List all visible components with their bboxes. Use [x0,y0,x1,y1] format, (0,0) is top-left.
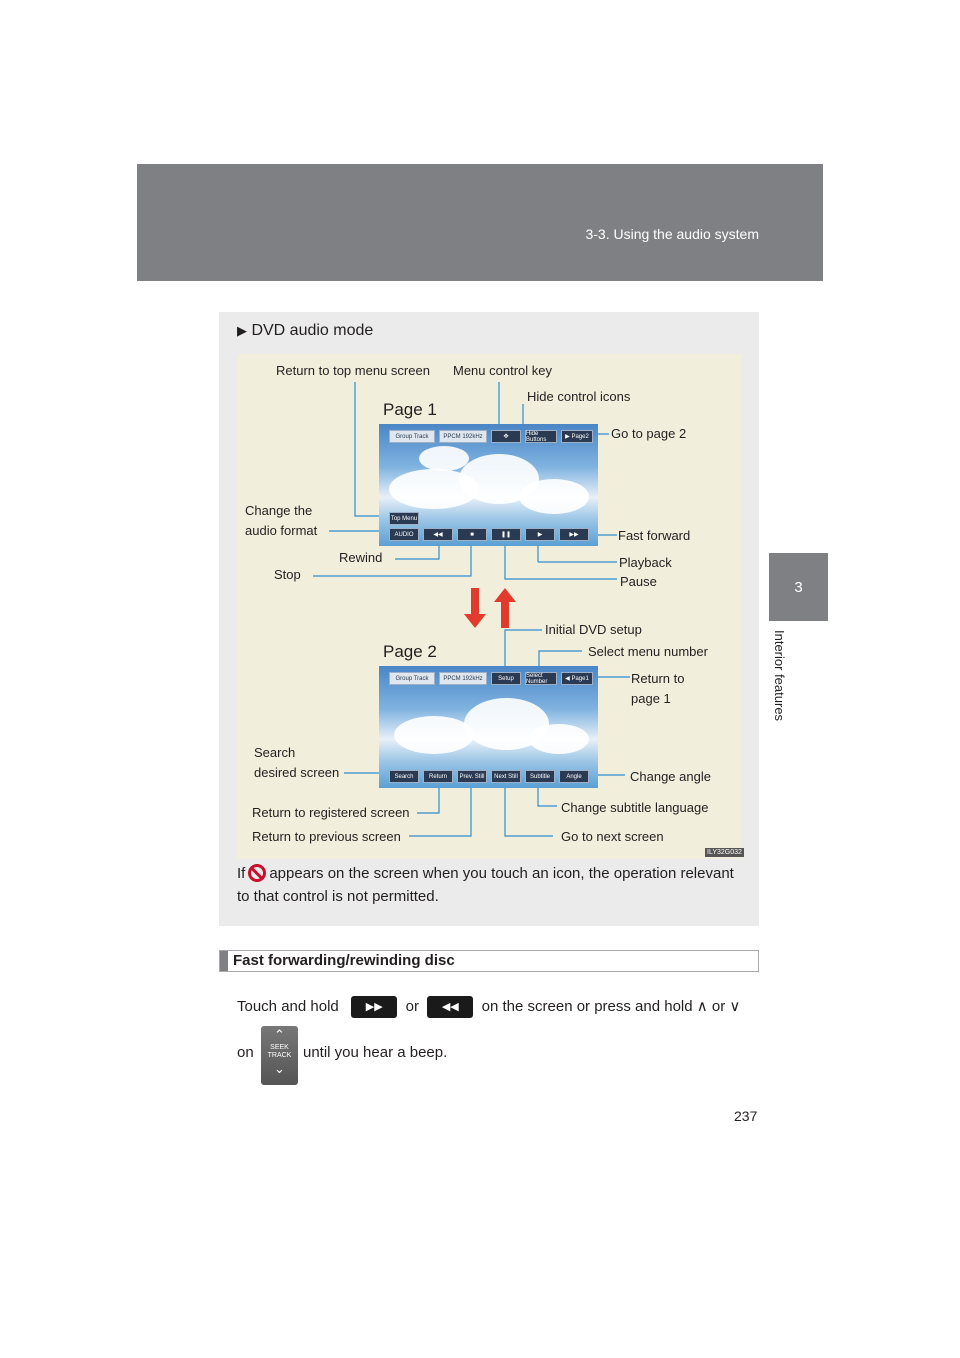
audio-format-button[interactable]: AUDIO [389,528,419,541]
controls-diagram [237,354,741,859]
page-number: 237 [734,1108,758,1124]
heading-bar [220,951,228,971]
format-info: PPCM 192kHz [439,430,487,443]
image-code: ILY32G032 [707,849,742,856]
menu-control-key-button[interactable]: ✥ [491,430,521,443]
page2-button[interactable]: ▶ Page2 [561,430,593,443]
label-fast-forward: Fast forward [618,528,691,543]
page1-screen [379,424,598,546]
rewind-icon: ◀◀ [427,996,473,1018]
page2-screen [379,666,598,788]
page2-title: Page 2 [383,642,437,661]
setup-button[interactable]: Setup [491,672,521,685]
format-info-p2: PPCM 192kHz [439,672,487,685]
section-title: 3-3. Using the audio system [585,226,759,242]
page1-button[interactable]: ◀ Page1 [561,672,593,685]
label-return-registered: Return to registered screen [252,805,410,820]
mode-title: ▶ DVD audio mode [237,322,374,339]
subsection-heading [219,950,759,972]
instruction-line-2-on: on [237,1044,254,1061]
no-entry-icon [248,864,266,882]
return-button[interactable]: Return [423,770,453,783]
angle-button[interactable]: Angle [559,770,589,783]
label-select-menu-number: Select menu number [588,644,708,659]
page1-title: Page 1 [383,400,437,419]
label-playback: Playback [619,555,672,570]
label-initial-dvd-setup: Initial DVD setup [545,622,642,637]
label-search-1: Search [254,745,296,760]
label-change-audio-format-2: audio format [245,523,318,538]
chapter-number: 3 [794,578,803,596]
label-return-top-menu: Return to top menu screen [276,363,430,378]
label-return-page1-1: Return to [631,671,685,686]
stop-button[interactable]: ■ [457,528,487,541]
label-return-page1-2: page 1 [631,691,671,706]
group-track-button[interactable]: Group Track [389,430,435,443]
label-change-angle: Change angle [630,769,711,784]
play-button[interactable]: ▶ [525,528,555,541]
label-pause: Pause [620,574,657,589]
group-track-button-p2[interactable]: Group Track [389,672,435,685]
fast-forward-icon: ▶▶ [351,996,397,1018]
label-return-previous: Return to previous screen [252,829,401,844]
select-number-button[interactable]: Select Number [525,672,557,685]
seek-track-switch-icon: ⌃ SEEK TRACK ⌄ [261,1026,298,1085]
label-go-to-page2: Go to page 2 [611,426,687,441]
subsection-title: Fast forwarding/rewinding disc [233,952,455,969]
not-permitted-note: If appears on the screen when you touch an icon, the operation relevant to that control is not permitted. [237,865,734,905]
chapter-tab [769,553,828,621]
header-band [137,164,823,281]
label-search-2: desired screen [254,765,340,780]
label-stop: Stop [274,567,301,582]
subtitle-button[interactable]: Subtitle [525,770,555,783]
next-still-button[interactable]: Next Still [491,770,521,783]
hide-buttons-button[interactable]: Hide Buttons [525,430,557,443]
page-toggle-arrows [463,586,523,630]
chapter-label: Interior features [772,630,787,722]
pause-button[interactable]: ❚❚ [491,528,521,541]
label-change-audio-format-1: Change the [245,503,313,518]
label-rewind: Rewind [339,550,383,565]
top-menu-button[interactable]: Top Menu [389,512,419,525]
label-hide-control-icons: Hide control icons [527,389,631,404]
instruction-line-1: Touch and hold ▶▶ or ◀◀ on the screen or press and hold ∧ or ∨ [237,996,740,1018]
search-button[interactable]: Search [389,770,419,783]
label-go-next: Go to next screen [561,829,664,844]
prev-still-button[interactable]: Prev. Still [457,770,487,783]
label-change-subtitle: Change subtitle language [561,800,709,815]
fast-forward-button[interactable]: ▶▶ [559,528,589,541]
rewind-button[interactable]: ◀◀ [423,528,453,541]
instruction-line-2: until you hear a beep. [303,1044,448,1061]
label-menu-control-key: Menu control key [453,363,552,378]
